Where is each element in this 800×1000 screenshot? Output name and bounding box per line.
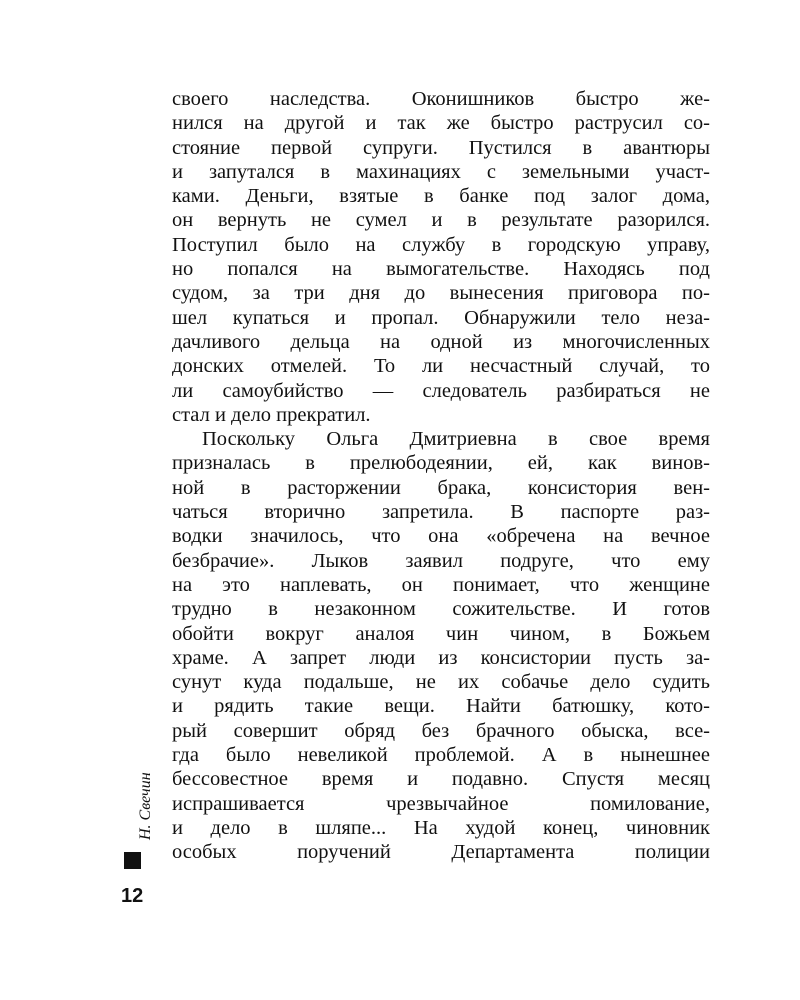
text-line: он вернуть не сумел и в результате разорился. <box>172 209 710 232</box>
text-line: обойти вокруг аналоя чин чином, в Божьем <box>172 622 710 645</box>
text-line: гда было невеликой проблемой. А в нынешнее <box>172 744 710 767</box>
text-line: безбрачие». Лыков заявил подруге, что ему <box>172 549 710 572</box>
text-line: нился на другой и так же быстро раструсил со- <box>172 112 710 135</box>
text-line: призналась в прелюбодеянии, ей, как винов- <box>172 452 710 475</box>
text-line: и запутался в махинациях с земельными участ- <box>172 160 710 183</box>
text-line: и рядить такие вещи. Найти батюшку, кото- <box>172 695 710 718</box>
text-line: бессовестное время и подавно. Спустя месяц <box>172 768 710 791</box>
text-line: храме. А запрет люди из консистории пусть за- <box>172 646 710 669</box>
section-marker-square <box>124 852 141 869</box>
text-line: судом, за три дня до вынесения приговора по- <box>172 282 710 305</box>
text-line: Поступил было на службу в городскую управу, <box>172 233 710 256</box>
author-name: Н. Свечин <box>137 772 154 840</box>
text-line: на это наплевать, он понимает, что женщине <box>172 573 710 596</box>
text-line: своего наследства. Оконишников быстро же- <box>172 88 710 110</box>
text-line: испрашивается чрезвычайное помилование, <box>172 792 710 815</box>
page-number: 12 <box>121 885 144 907</box>
text-line: чаться вторично запретила. В паспорте раз- <box>172 501 710 524</box>
text-line: водки значилось, что она «обречена на вечное <box>172 525 710 548</box>
text-line: но попался на вымогательстве. Находясь под <box>172 258 710 281</box>
text-line: стал и дело прекратил. <box>172 403 371 426</box>
text-line: и дело в шляпе... На худой конец, чиновник <box>172 816 710 839</box>
running-head-author <box>138 770 152 840</box>
text-line: Поскольку Ольга Дмитриевна в свое время <box>202 428 710 451</box>
text-line: ной в расторжении брака, консистория вен- <box>172 476 710 499</box>
text-line: ками. Деньги, взятые в банке под залог дома, <box>172 185 710 208</box>
text-line: стояние первой супруги. Пустился в авантюры <box>172 136 710 159</box>
body-text <box>172 87 710 865</box>
paragraph <box>172 427 710 864</box>
text-line: донских отмелей. То ли несчастный случай, то <box>172 355 710 378</box>
text-line: ли самоубийство — следователь разбираться не <box>172 379 710 402</box>
text-line: рый совершит обряд без брачного обыска, все- <box>172 719 710 742</box>
text-line: шел купаться и пропал. Обнаружили тело неза- <box>172 306 710 329</box>
text-line: особых поручений Департамента полиции <box>172 841 710 864</box>
paragraph <box>172 87 710 427</box>
text-line: дачливого дельца на одной из многочисленных <box>172 330 710 353</box>
text-line: трудно в незаконном сожительстве. И готов <box>172 598 710 621</box>
text-line: сунут куда подальше, не их собачье дело судить <box>172 671 710 694</box>
